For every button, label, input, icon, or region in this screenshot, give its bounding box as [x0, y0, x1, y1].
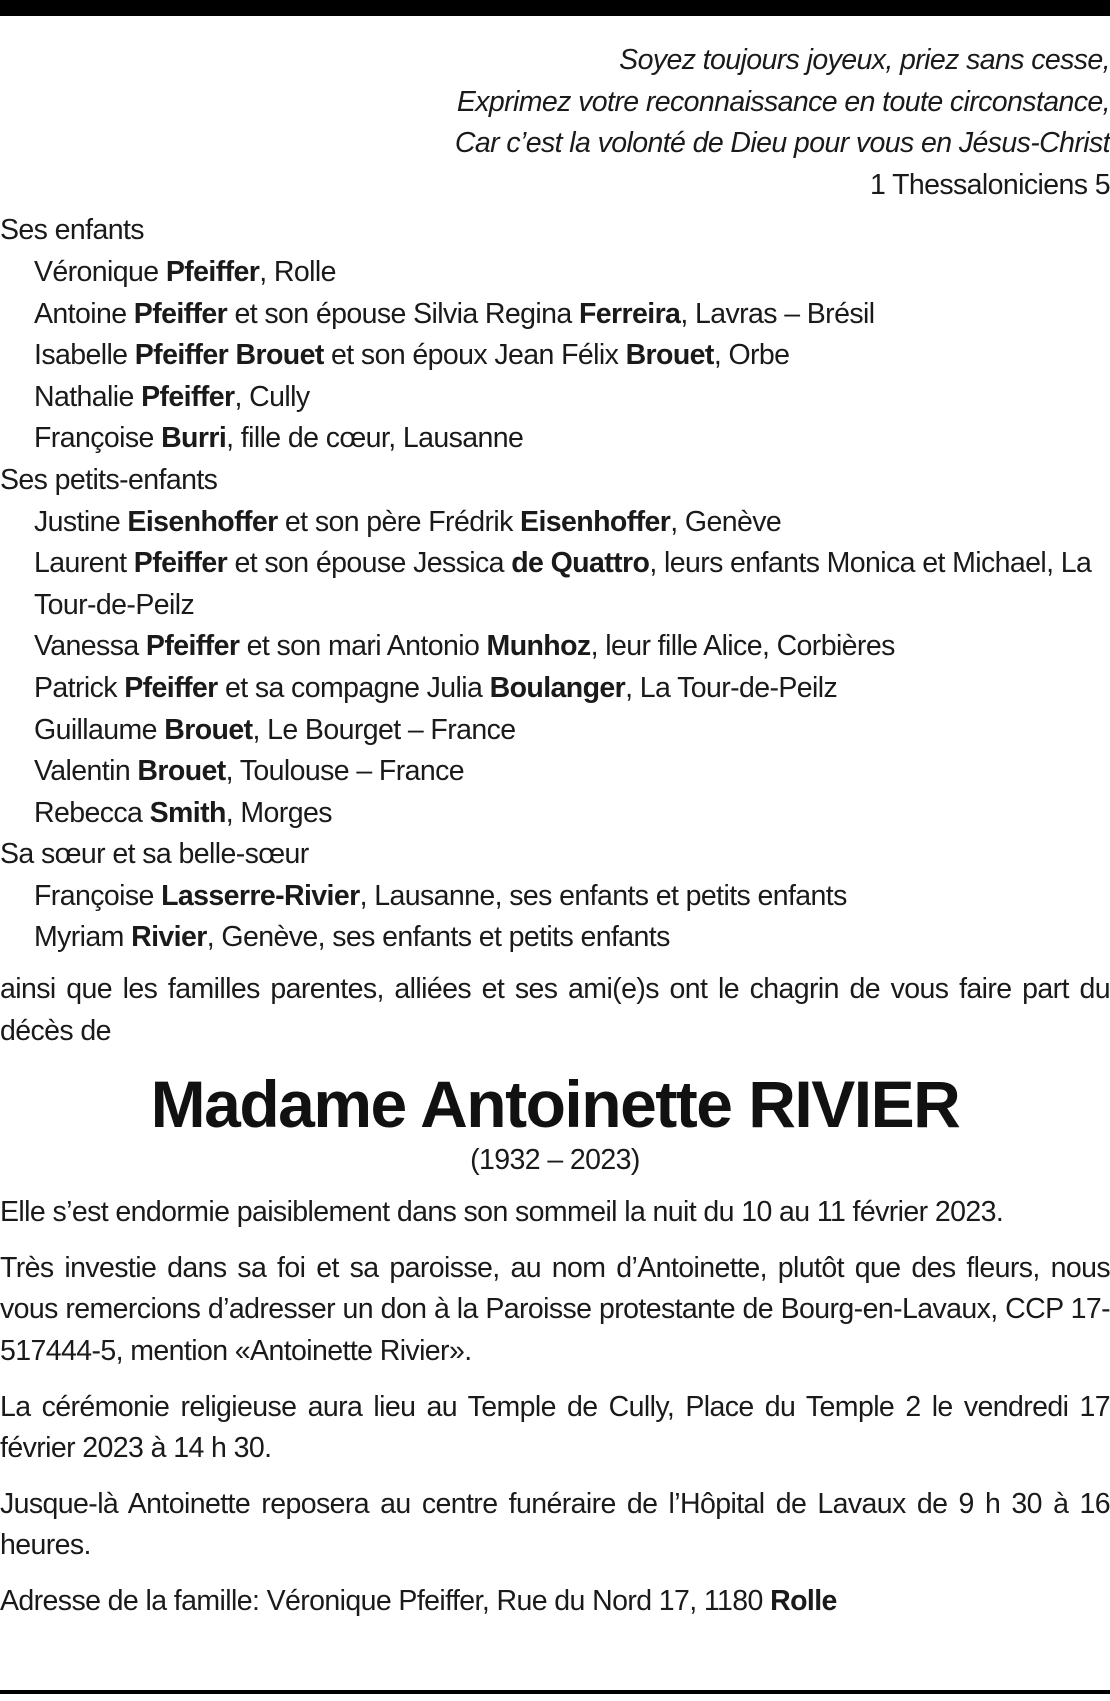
- section-heading-siblings: Sa sœur et sa belle-sœur: [0, 838, 309, 871]
- paragraph-ceremony: La cérémonie religieuse aura lieu au Temple de Cully, Place du Temple 2 le vendredi 17 février 2023 à 14 h 30.: [0, 1390, 1110, 1465]
- member-text: Guillaume: [34, 713, 165, 746]
- member-text: Patrick: [34, 671, 125, 704]
- siblings-list: [0, 876, 1110, 959]
- member-text: , La Tour-de-Peilz: [625, 671, 838, 704]
- member-text: Nathalie: [34, 380, 142, 413]
- member-text: et son épouse Jessica: [227, 547, 512, 580]
- paragraph-viewing: Jusque-là Antoinette reposera au centre funéraire de l’Hôpital de Lavaux de 9 h 30 à 16 heures.: [0, 1487, 1110, 1562]
- member-text: et son époux Jean Félix: [323, 339, 626, 372]
- member-surname: Eisenhoffer: [520, 505, 671, 538]
- member-text: Rebecca: [34, 796, 150, 829]
- family-member: [0, 294, 1110, 336]
- member-text: Vanessa: [34, 630, 146, 663]
- family-member: [0, 668, 1110, 710]
- member-text: Véronique: [34, 255, 166, 288]
- address-city: Rolle: [770, 1585, 837, 1617]
- children-list: [0, 252, 1110, 460]
- member-text: , leur fille Alice, Corbières: [590, 630, 895, 663]
- member-surname: Burri: [161, 422, 227, 455]
- paragraph-donation: Très investie dans sa foi et sa paroisse, au nom d’Antoinette, plutôt que des fleurs, nous vous remercions d’adresser un don à la Paroisse protestante de Bourg-en-Lavaux, CCP 17-517444-5, mention «Antoinette Rivier».: [0, 1251, 1110, 1368]
- member-surname: Pfeiffer: [133, 297, 228, 330]
- member-surname: Brouet: [137, 755, 226, 788]
- member-surname: de Quattro: [511, 547, 650, 580]
- member-text: Laurent: [34, 547, 134, 580]
- member-surname: Pfeiffer: [124, 671, 218, 704]
- member-text: et son mari Antonio: [239, 630, 487, 663]
- family-member: [0, 626, 1110, 668]
- member-surname: Ferreira: [578, 297, 681, 330]
- member-text: , Lausanne, ses enfants et petits enfants: [359, 879, 847, 912]
- quote-line: Car c’est la volonté de Dieu pour vous en Jésus-Christ: [454, 127, 1110, 160]
- member-surname: Pfeiffer: [145, 630, 240, 663]
- family-member: [0, 252, 1110, 294]
- family-member: [0, 751, 1110, 793]
- family-member: [0, 502, 1110, 544]
- member-surname: Pfeiffer: [165, 255, 260, 288]
- announcement-intro: ainsi que les familles parentes, alliées et ses ami(e)s ont le chagrin de vous faire part du décès de: [0, 973, 1110, 1047]
- member-text: , Genève, ses enfants et petits enfants: [206, 921, 670, 954]
- member-surname: Lasserre-Rivier: [161, 879, 360, 912]
- member-surname: Pfeiffer Brouet: [134, 339, 324, 372]
- deceased-dates: (1932 – 2023): [470, 1144, 640, 1177]
- member-text: Isabelle: [34, 339, 135, 372]
- top-border-rule: [0, 0, 1110, 16]
- member-surname: Eisenhoffer: [127, 505, 278, 538]
- section-heading-grandchildren: Ses petits-enfants: [0, 463, 218, 496]
- member-surname: Boulanger: [489, 671, 626, 704]
- deceased-name: Madame Antoinette RIVIER: [150, 1067, 960, 1142]
- family-list: [0, 210, 1110, 959]
- grandchildren-list: [0, 502, 1110, 835]
- family-address: [0, 1581, 1110, 1623]
- member-surname: Munhoz: [486, 630, 591, 663]
- member-surname: Brouet: [625, 339, 714, 372]
- member-text: et son père Frédrik: [277, 505, 521, 538]
- member-text: Françoise: [34, 879, 162, 912]
- section-heading-children: Ses enfants: [0, 214, 144, 247]
- member-surname: Pfeiffer: [141, 380, 235, 413]
- family-member: [0, 710, 1110, 752]
- member-text: et son épouse Silvia Regina: [227, 297, 579, 330]
- member-surname: Pfeiffer: [133, 547, 228, 580]
- paragraph-passing: Elle s’est endormie paisiblement dans son sommeil la nuit du 10 au 11 février 2023.: [0, 1196, 1004, 1229]
- member-surname: Smith: [149, 796, 226, 829]
- member-text: , Morges: [225, 796, 332, 829]
- member-text: Françoise: [34, 422, 162, 455]
- deceased-block: [0, 1066, 1110, 1178]
- family-member: [0, 876, 1110, 918]
- member-text: , fille de cœur, Lausanne: [226, 422, 524, 455]
- member-text: , Toulouse – France: [225, 755, 465, 788]
- family-member: [0, 793, 1110, 835]
- family-member: [0, 917, 1110, 959]
- member-surname: Rivier: [131, 921, 207, 954]
- member-text: , Cully: [234, 380, 310, 413]
- family-member: [0, 335, 1110, 377]
- address-text: Adresse de la famille: Véronique Pfeiffer, Rue du Nord 17, 1180: [0, 1585, 771, 1617]
- quote-line: Exprimez votre reconnaissance en toute circonstance,: [456, 85, 1110, 118]
- member-text: , Genève: [670, 505, 782, 538]
- quote-line: Soyez toujours joyeux, priez sans cesse,: [619, 44, 1110, 76]
- member-text: Antoine: [34, 297, 134, 330]
- quote-reference: 1 Thessaloniciens 5: [870, 168, 1110, 201]
- family-member: [0, 377, 1110, 419]
- scripture-quote: [0, 40, 1110, 206]
- obituary-notice: [0, 40, 1110, 1623]
- member-text: , Lavras – Brésil: [680, 297, 875, 330]
- family-member: [0, 543, 1110, 626]
- member-text: Valentin: [34, 755, 138, 788]
- member-text: , Le Bourget – France: [252, 713, 516, 746]
- member-text: , Orbe: [713, 339, 790, 372]
- member-text: Myriam: [34, 921, 132, 954]
- member-text: et sa compagne Julia: [217, 671, 490, 704]
- bottom-border-rule: [0, 1690, 1110, 1694]
- member-text: Justine: [34, 505, 128, 538]
- member-text: , Rolle: [259, 255, 336, 288]
- member-text: , leurs enfants Monica et Michael, La Tour-de-Peilz: [34, 547, 1092, 621]
- family-member: [0, 418, 1110, 460]
- member-surname: Brouet: [164, 713, 253, 746]
